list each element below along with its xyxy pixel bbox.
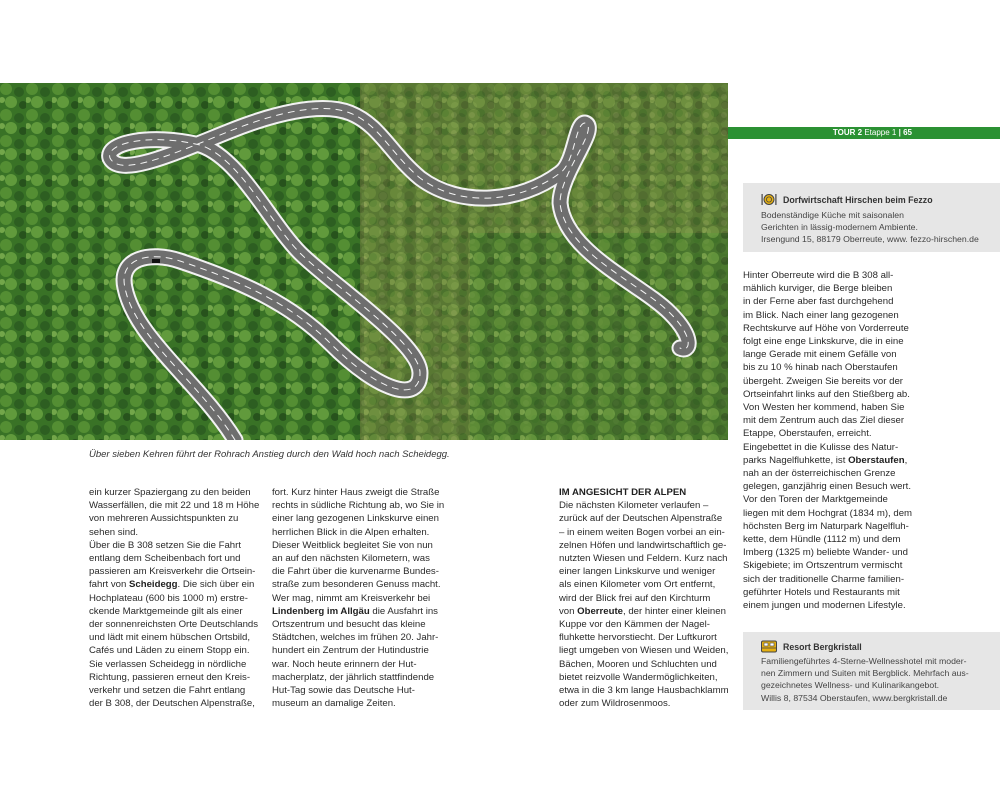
text-run: Hut-Tag sowie das Deutsche Hut- xyxy=(272,685,415,697)
text-line xyxy=(272,578,457,591)
text-column-4 xyxy=(743,269,933,612)
text-line xyxy=(743,507,933,520)
text-run: lange Gerade mit einem Gefälle von xyxy=(743,349,897,361)
page-number: 65 xyxy=(903,128,912,137)
text-run: ckende Marktgemeinde gilt als einer xyxy=(89,605,243,617)
text-run: Imberg (1325 m) beliebte Wander- und xyxy=(743,547,908,559)
text-line xyxy=(89,631,261,644)
highlighted-place: Scheidegg xyxy=(129,579,178,591)
text-line xyxy=(272,658,457,671)
restaurant-line: Gerichten in lässig-modernem Ambiente. xyxy=(761,222,918,233)
text-line xyxy=(89,644,261,657)
text-line xyxy=(743,375,933,388)
text-line xyxy=(89,526,261,539)
plate-cutlery-icon xyxy=(761,193,777,209)
hotel-line: nen Zimmern und Suiten mit Bergblick. Mehrfach aus- xyxy=(761,668,969,679)
text-run: , xyxy=(904,454,908,466)
column-3-body xyxy=(559,499,739,710)
hotel-line: gezeichnetes Wellness- und Kulinarikangebot. xyxy=(761,680,940,691)
text-run: Sie verlassen Scheidegg in nördliche xyxy=(89,658,247,670)
hotel-text xyxy=(761,655,997,704)
text-line xyxy=(559,684,739,697)
text-run: Skigebiete; im Ortszentrum vermischt xyxy=(743,560,903,572)
text-run: ein kurzer Spaziergang zu den beiden xyxy=(89,487,251,498)
text-line xyxy=(89,486,261,499)
tour-label xyxy=(833,127,912,139)
text-run: wird der Blick frei auf den Kirchturm xyxy=(559,592,711,604)
text-run: Die nächsten Kilometer verlaufen – xyxy=(559,500,709,512)
text-run: im Blick. Nach einer lang gezogenen xyxy=(743,309,899,321)
text-line xyxy=(743,309,933,322)
tour-header-bar xyxy=(728,127,1000,139)
text-line xyxy=(272,552,457,565)
highlighted-place: Oberstaufen xyxy=(848,454,905,466)
text-run: rechts in südliche Richtung ab, wo Sie in xyxy=(272,500,445,512)
text-run: Ortszentrum und besucht das kleine xyxy=(272,619,426,631)
restaurant-line: Bodenständige Küche mit saisonalen xyxy=(761,210,904,220)
text-run: die Fahrt über die kurvenarme Bundes- xyxy=(272,566,439,578)
text-run: fahrt von xyxy=(89,579,129,591)
hotel-line: Willis 8, 87534 Oberstaufen, www.bergkristall.de xyxy=(761,692,948,703)
text-line xyxy=(272,486,457,499)
text-run: zelnen Höfen und landwirtschaftlich ge- xyxy=(559,539,727,551)
text-line xyxy=(272,697,457,710)
text-run: oder zum Wildrosenmoos. xyxy=(559,698,671,710)
text-run: hundert ein Zentrum der Hutindustrie xyxy=(272,645,429,657)
text-line xyxy=(272,539,457,552)
text-column-2 xyxy=(272,486,457,710)
text-run: Wer mag, nimmt am Kreisverkehr bei xyxy=(272,592,431,604)
hotel-infobox xyxy=(743,632,1000,710)
text-line xyxy=(559,618,739,631)
text-run: von xyxy=(559,605,578,617)
text-run: Etappe, Oberstaufen, erreicht. xyxy=(743,428,872,440)
highlighted-place: Oberreute xyxy=(577,605,623,617)
text-line xyxy=(272,618,457,631)
text-column-3 xyxy=(559,486,739,710)
text-run: parks Nagelfluhkette, ist xyxy=(743,454,849,466)
text-run: an auf den nächsten Kilometern, was xyxy=(272,553,430,565)
text-line xyxy=(743,427,933,440)
text-column-1 xyxy=(89,486,261,710)
text-line xyxy=(743,520,933,533)
text-run: herrlichen Blick in die Alpen erhalten. xyxy=(272,526,430,538)
text-run: nah an der österreichischen Grenze xyxy=(743,468,896,480)
text-line xyxy=(89,658,261,671)
text-line xyxy=(559,512,739,525)
text-run: , der hinter einer kleinen xyxy=(623,605,726,617)
text-run: geführter Hotels und Restaurants mit xyxy=(743,586,900,598)
text-run: Wasserfällen, die mit 22 und 18 m Höhe xyxy=(89,500,260,512)
photo-caption: Über sieben Kehren führt der Rohrach Anstieg durch den Wald hoch nach Scheidegg. xyxy=(89,449,450,460)
restaurant-text xyxy=(761,209,997,246)
text-run: Eingebettet in die Kulisse des Natur- xyxy=(743,441,899,453)
text-line xyxy=(743,467,933,480)
text-run: höchsten Berg im Naturpark Nagelfluh- xyxy=(743,520,909,532)
text-run: bietet reizvolle Wandermöglichkeiten, xyxy=(559,671,718,683)
text-line xyxy=(272,512,457,525)
highlighted-place: Lindenberg im Allgäu xyxy=(272,605,370,617)
text-line xyxy=(743,361,933,374)
text-line xyxy=(272,592,457,605)
text-line xyxy=(559,592,739,605)
text-line xyxy=(272,526,457,539)
text-line xyxy=(743,493,933,506)
text-run: macherplatz, der jährlich stattfindende xyxy=(272,671,435,683)
text-run: einer langen Linkskurve und weniger xyxy=(559,566,716,578)
text-line xyxy=(272,644,457,657)
text-line xyxy=(89,684,261,697)
text-run: fluhkette hervorstiecht. Der Luftkurort xyxy=(559,632,717,644)
text-line xyxy=(743,414,933,427)
hotel-line: Familiengeführtes 4-Sterne-Wellnesshotel mit moder- xyxy=(761,656,967,666)
text-line xyxy=(743,573,933,586)
text-line xyxy=(743,441,933,454)
separator: | xyxy=(898,128,901,137)
text-run: mit dem Zentrum auch das Ziel dieser xyxy=(743,415,905,427)
text-line xyxy=(559,565,739,578)
text-line xyxy=(743,559,933,572)
hotel-title: Resort Bergkristall xyxy=(783,642,862,652)
text-run: verkehr und setzen die Fahrt entlang xyxy=(89,685,246,697)
text-line xyxy=(559,644,739,657)
text-line xyxy=(743,348,933,361)
text-run: Richtung, passieren erneut den Kreis- xyxy=(89,671,251,683)
text-run: einem jungen und modernen Lifestyle. xyxy=(743,600,906,612)
text-line xyxy=(743,401,933,414)
text-line xyxy=(559,539,739,552)
text-run: sehen sind. xyxy=(89,526,139,538)
text-run: Ortseinfahrt links auf den Stießberg ab. xyxy=(743,388,910,400)
text-line xyxy=(559,605,739,618)
text-line xyxy=(559,578,739,591)
text-line xyxy=(559,631,739,644)
text-run: Rechtskurve auf Höhe von Vorderreute xyxy=(743,322,909,334)
text-run: die Ausfahrt ins xyxy=(369,605,438,617)
text-run: Cafés und Läden zu einem Stopp ein. xyxy=(89,645,250,657)
text-line xyxy=(743,322,933,335)
text-run: entlang dem Scheibenbach fort und xyxy=(89,553,241,565)
text-line xyxy=(89,592,261,605)
text-line xyxy=(743,533,933,546)
text-line xyxy=(89,512,261,525)
text-line xyxy=(272,565,457,578)
text-run: einer lang gezogenen Linkskurve einen xyxy=(272,513,439,525)
text-run: Hinter Oberreute wird die B 308 all- xyxy=(743,270,894,281)
text-run: gelegen, ganzjährig einen Besuch wert. xyxy=(743,481,912,493)
text-run: folgt eine enge Linkskurve, die in eine xyxy=(743,336,904,348)
text-run: in der Ferne aber fast durchgehend xyxy=(743,296,894,308)
text-run: Kuppe vor den Kämmen der Nagel- xyxy=(559,619,710,631)
restaurant-infobox xyxy=(743,183,1000,252)
aerial-road-illustration xyxy=(0,83,728,440)
text-line xyxy=(89,578,261,591)
text-run: Bächen, Mooren und Schluchten und xyxy=(559,658,717,670)
text-run: Dieser Weitblick begleitet Sie von nun xyxy=(272,539,433,551)
text-run: liegen mit dem Hochgrat (1834 m), dem xyxy=(743,507,913,519)
text-line xyxy=(559,526,739,539)
restaurant-title: Dorfwirtschaft Hirschen beim Fezzo xyxy=(783,195,933,205)
text-line xyxy=(743,269,933,282)
text-run: passieren am Kreisverkehr die Ortsein- xyxy=(89,566,256,578)
text-line xyxy=(89,539,261,552)
text-run: straße zum besonderen Genuss macht. xyxy=(272,579,441,591)
text-run: von mehreren Aussichtspunkten zu xyxy=(89,513,239,525)
text-line xyxy=(89,697,261,710)
text-line xyxy=(743,546,933,559)
tour-name: TOUR 2 xyxy=(832,128,863,137)
text-line xyxy=(559,658,739,671)
car xyxy=(152,259,160,263)
text-run: museum an damalige Zeiten. xyxy=(272,698,396,710)
text-line xyxy=(743,586,933,599)
text-line xyxy=(743,335,933,348)
text-line xyxy=(743,599,933,612)
text-line xyxy=(272,605,457,618)
text-line xyxy=(743,454,933,467)
text-run: fort. Kurz hinter Haus zweigt die Straße xyxy=(272,487,440,498)
text-run: . Die sich über ein xyxy=(177,579,255,591)
text-line xyxy=(743,282,933,295)
section-heading: IM ANGESICHT DER ALPEN xyxy=(559,487,687,498)
text-run: Von Westen her kommend, haben Sie xyxy=(743,402,905,414)
text-line xyxy=(743,480,933,493)
text-run: der sonnenreichsten Orte Deutschlands xyxy=(89,619,259,631)
text-run: war. Noch heute erinnern der Hut- xyxy=(272,658,417,670)
text-line xyxy=(89,552,261,565)
text-line xyxy=(743,295,933,308)
text-run: Vor den Toren der Marktgemeinde xyxy=(743,494,888,506)
text-run: – in einem weiten Bogen vorbei an ein- xyxy=(559,526,725,538)
hero-photo xyxy=(0,83,728,440)
text-line xyxy=(272,631,457,644)
text-run: übergeht. Zweigen Sie bereits vor der xyxy=(743,375,903,387)
text-line xyxy=(89,565,261,578)
text-line xyxy=(89,605,261,618)
text-line xyxy=(272,671,457,684)
text-run: bis zu 10 % hinab nach Oberstaufen xyxy=(743,362,898,374)
bed-icon xyxy=(761,640,777,656)
text-run: als einen Kilometer vom Ort entfernt, xyxy=(559,579,716,591)
text-run: Städtchen, welches im frühen 20. Jahr- xyxy=(272,632,439,644)
text-line xyxy=(272,499,457,512)
text-run: sich der traditionelle Charme familien- xyxy=(743,573,905,585)
text-run: nutzten Wiesen und Feldern. Kurz nach xyxy=(559,553,728,565)
text-line xyxy=(743,388,933,401)
text-line xyxy=(89,499,261,512)
text-run: und lädt mit einem hübschen Ortsbild, xyxy=(89,632,251,644)
text-line xyxy=(559,671,739,684)
text-run: liegt umgeben von Wiesen und Weiden, xyxy=(559,645,729,657)
restaurant-line: Irsengund 15, 88179 Oberreute, www. fezzo-hirschen.de xyxy=(761,234,979,245)
text-line xyxy=(559,499,739,512)
text-line xyxy=(559,552,739,565)
text-line xyxy=(559,697,739,710)
text-line xyxy=(89,671,261,684)
text-run: mählich kurviger, die Berge bleiben xyxy=(743,283,893,295)
text-run: kette, dem Hündle (1112 m) und dem xyxy=(743,534,901,546)
stage-name: Etappe 1 xyxy=(864,128,897,137)
text-run: der B 308, der Deutschen Alpenstraße, xyxy=(89,698,255,710)
text-run: Über die B 308 setzen Sie die Fahrt xyxy=(89,539,241,551)
text-run: etwa in die 3 km lange Hausbachklamm xyxy=(559,685,729,697)
text-run: Hochplateau (600 bis 1000 m) erstre- xyxy=(89,592,248,604)
text-line xyxy=(89,618,261,631)
text-line xyxy=(272,684,457,697)
text-run: zurück auf der Deutschen Alpenstraße xyxy=(559,513,723,525)
